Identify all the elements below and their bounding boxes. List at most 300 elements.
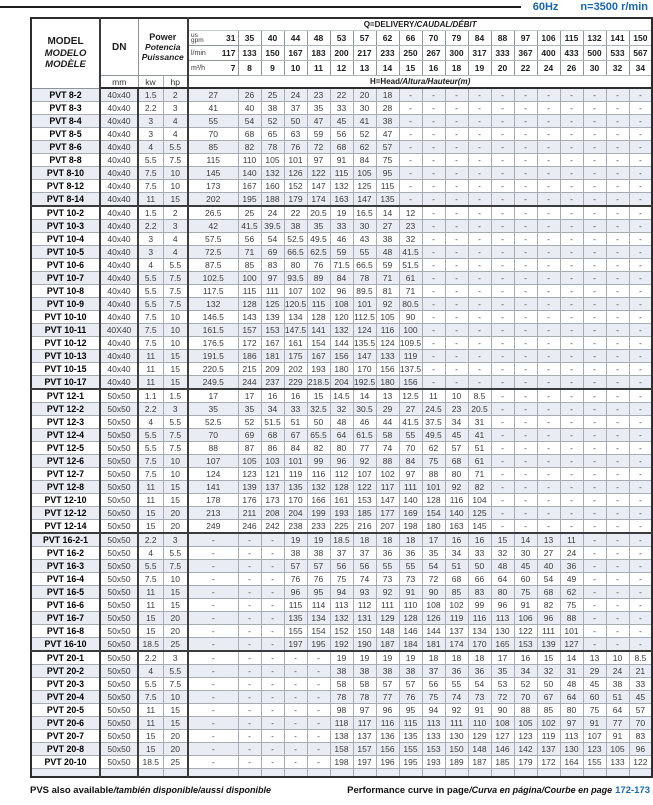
head-value-cell: 135	[376, 193, 399, 207]
head-value-cell: 174	[307, 193, 330, 207]
head-value-cell	[537, 769, 560, 778]
delivery-header: Q=DELIVERY/CAUDAL/DÉBIT	[188, 18, 652, 31]
head-value-cell: -	[629, 625, 652, 638]
head-value-cell: 34	[445, 416, 468, 429]
head-value-cell: -	[606, 442, 629, 455]
model-cell: PVT 12-1	[31, 389, 100, 403]
dn-cell: 40x40	[100, 141, 138, 154]
head-value-cell: -	[583, 88, 606, 102]
model-cell: PVT 8-2	[31, 88, 100, 102]
dn-cell: 50x50	[100, 494, 138, 507]
head-value-cell: -	[445, 285, 468, 298]
head-value-cell: -	[284, 730, 307, 743]
table-row	[31, 560, 652, 573]
head-value-cell: 50	[468, 560, 491, 573]
head-value-cell: 52.5	[188, 416, 238, 429]
hp-cell: 10	[163, 324, 188, 337]
head-value-cell: -	[629, 638, 652, 652]
head-value-cell: 85	[445, 586, 468, 599]
kw-cell: 11	[138, 494, 163, 507]
head-value-cell: -	[445, 259, 468, 272]
head-value-cell: 102	[445, 599, 468, 612]
head-value-cell: 181	[422, 638, 445, 652]
head-value-cell: -	[560, 416, 583, 429]
head-value-cell: -	[468, 141, 491, 154]
dn-cell: 50x50	[100, 743, 138, 756]
dn-cell: 50x50	[100, 756, 138, 769]
head-value-cell: 38	[284, 547, 307, 560]
head-value-cell: 237	[261, 376, 284, 390]
head-value-cell: -	[422, 350, 445, 363]
head-value-cell: 58	[353, 678, 376, 691]
flow-value: 31	[226, 33, 236, 43]
head-value-cell: 55	[188, 115, 238, 128]
head-value-cell: 80	[560, 704, 583, 717]
head-value-cell: 160	[261, 180, 284, 193]
head-value-cell: 215	[238, 363, 261, 376]
head-value-cell: 85	[537, 704, 560, 717]
head-value-cell: -	[560, 337, 583, 350]
head-value-cell: 107	[583, 730, 606, 743]
head-value-cell: 137.5	[399, 364, 422, 374]
page-reference-link[interactable]: 172-173	[615, 785, 650, 796]
head-value-cell: 225	[330, 520, 353, 534]
head-value-cell: -	[537, 455, 560, 468]
head-value-cell: 16.5	[353, 206, 376, 220]
head-value-cell: 75	[376, 154, 399, 167]
head-value-cell: 111	[261, 285, 284, 298]
head-value-cell: 51.5	[261, 416, 284, 429]
hp-cell: 10	[163, 180, 188, 193]
head-value-cell: 64	[606, 704, 629, 717]
head-value-cell: -	[537, 193, 560, 207]
head-value-cell: 119	[537, 730, 560, 743]
head-value-cell: -	[606, 337, 629, 350]
head-value-cell: 115	[238, 285, 261, 298]
dn-cell: 50x50	[100, 416, 138, 429]
head-value-cell: 80	[330, 442, 353, 455]
head-value-cell: -	[560, 115, 583, 128]
head-value-cell: -	[537, 298, 560, 311]
table-row	[31, 272, 652, 285]
dn-cell	[100, 769, 138, 778]
head-value-cell: 187	[376, 638, 399, 652]
head-value-cell: -	[606, 102, 629, 115]
head-value-cell: 45	[330, 115, 353, 128]
dn-cell: 50x50	[100, 468, 138, 481]
head-value-cell: 18	[445, 651, 468, 665]
head-value-cell: -	[606, 167, 629, 180]
head-value-cell: -	[560, 206, 583, 220]
head-value-cell: 154	[307, 337, 330, 350]
head-value-cell: -	[284, 743, 307, 756]
head-value-cell: 143	[238, 311, 261, 324]
head-value-cell: 156	[376, 363, 399, 376]
head-value-cell: 196	[376, 756, 399, 769]
kw-cell: 2.2	[138, 220, 163, 233]
dn-cell: 40x40	[100, 376, 138, 390]
head-value-cell: 51	[468, 442, 491, 455]
hp-cell: 4	[163, 115, 188, 128]
head-value-cell: 14	[376, 206, 399, 220]
table-row	[31, 167, 652, 180]
flow-value: 433	[560, 46, 583, 61]
head-value-cell: -	[560, 193, 583, 207]
head-value-cell: -	[606, 363, 629, 376]
head-value-cell: 180	[422, 520, 445, 534]
head-value-cell: 132	[330, 612, 353, 625]
table-row	[31, 220, 652, 233]
table-row	[31, 717, 652, 730]
head-value-cell: -	[399, 180, 422, 193]
head-value-cell: 15	[491, 533, 514, 547]
hp-cell: 10	[163, 455, 188, 468]
head-value-cell: 150	[353, 625, 376, 638]
head-value-cell: 37	[330, 547, 353, 560]
head-value-cell: 152	[284, 180, 307, 193]
hp-header: hp	[163, 76, 188, 89]
head-value-cell	[560, 769, 583, 778]
head-value-cell: 34	[261, 403, 284, 416]
head-value-cell: -	[629, 363, 652, 376]
head-value-cell: 115	[330, 167, 353, 180]
head-value-cell: 107	[188, 455, 238, 468]
flow-value: 333	[491, 46, 514, 61]
head-value-cell: 161	[330, 494, 353, 507]
head-value-cell: 244	[238, 376, 261, 390]
hp-cell: 20	[163, 743, 188, 756]
head-value-cell: -	[238, 691, 261, 704]
kw-cell: 1.1	[138, 389, 163, 403]
hp-cell: 10	[163, 468, 188, 481]
head-value-cell: 52	[261, 115, 284, 128]
hp-cell: 4	[163, 128, 188, 141]
head-value-cell: -	[583, 167, 606, 180]
head-value-cell: 233	[307, 520, 330, 534]
head-value-cell: 73	[399, 573, 422, 586]
head-value-cell: -	[445, 141, 468, 154]
head-value-cell: -	[445, 102, 468, 115]
head-value-cell: 117.5	[188, 285, 238, 298]
hp-cell: 3	[163, 403, 188, 416]
head-value-cell: 144	[422, 625, 445, 638]
head-value-cell: -	[284, 678, 307, 691]
head-value-cell: -	[188, 651, 238, 665]
head-value-cell: 19	[330, 206, 353, 220]
head-value-cell: 46	[330, 233, 353, 246]
head-value-cell: -	[560, 481, 583, 494]
head-value-cell: 60	[514, 573, 537, 586]
head-value-cell: 17	[188, 389, 238, 403]
head-value-cell: 71	[468, 468, 491, 481]
head-value-cell: -	[468, 115, 491, 128]
model-cell: PVT 12-4	[31, 429, 100, 442]
head-value-cell: -	[491, 389, 514, 403]
head-value-cell: -	[307, 743, 330, 756]
flow-value: 12	[330, 61, 353, 76]
head-value-cell: -	[560, 324, 583, 337]
model-cell: PVT 20-10	[31, 756, 100, 769]
head-value-cell: -	[560, 141, 583, 154]
head-value-cell: -	[514, 167, 537, 180]
head-value-cell: 78	[353, 272, 376, 285]
table-row	[31, 533, 652, 547]
dn-column-header: DN	[100, 18, 138, 76]
head-value-cell: -	[606, 141, 629, 154]
head-value-cell: -	[606, 560, 629, 573]
head-value-cell: 68	[330, 141, 353, 154]
model-cell: PVT 10-5	[31, 246, 100, 259]
head-value-cell: 114	[307, 599, 330, 612]
head-value-cell: -	[491, 429, 514, 442]
head-value-cell: 167	[307, 350, 330, 363]
head-value-cell: -	[491, 206, 514, 220]
head-value-cell: 80.5	[399, 298, 422, 311]
head-value-cell: -	[560, 246, 583, 259]
head-value-cell: 125	[261, 298, 284, 311]
hp-cell: 20	[163, 625, 188, 638]
head-value-cell: 41	[468, 429, 491, 442]
head-value-cell: 18	[468, 651, 491, 665]
head-value-cell: 46	[353, 416, 376, 429]
table-row	[31, 573, 652, 586]
head-value-cell: 134	[468, 625, 491, 638]
head-value-cell: -	[537, 246, 560, 259]
head-value-cell: 100	[399, 324, 422, 337]
head-value-cell: -	[422, 363, 445, 376]
head-value-cell: 15	[537, 651, 560, 665]
head-value-cell: 76	[399, 691, 422, 704]
head-value-cell: -	[399, 128, 422, 141]
head-value-cell: -	[606, 481, 629, 494]
head-value-cell: 73	[376, 573, 399, 586]
head-value-cell: 125	[468, 507, 491, 520]
head-value-cell: -	[560, 376, 583, 390]
head-value-cell: -	[261, 678, 284, 691]
head-value-cell: -	[537, 272, 560, 285]
head-value-cell: 128	[422, 494, 445, 507]
head-value-cell: 64	[330, 429, 353, 442]
head-value-cell: 91	[468, 704, 491, 717]
head-value-cell: 48	[491, 560, 514, 573]
head-value-cell: -	[560, 363, 583, 376]
head-value-cell: 52	[514, 678, 537, 691]
head-value-cell: -	[422, 337, 445, 350]
head-value-cell: 28	[376, 102, 399, 115]
head-value-cell: -	[514, 154, 537, 167]
dn-cell: 40x40	[100, 363, 138, 376]
kw-cell: 11	[138, 717, 163, 730]
table-row	[31, 180, 652, 193]
head-value-cell: 66.5	[353, 259, 376, 272]
head-value-cell: 216	[353, 520, 376, 534]
head-value-cell: -	[238, 573, 261, 586]
head-value-cell: 88	[560, 612, 583, 625]
head-value-cell: 83	[468, 586, 491, 599]
head-value-cell: 19	[284, 533, 307, 547]
head-value-cell: -	[491, 298, 514, 311]
head-value-cell: -	[629, 429, 652, 442]
flow-value: 20	[491, 61, 514, 76]
head-value-cell: -	[238, 704, 261, 717]
head-value-cell: -	[560, 285, 583, 298]
head-value-cell: 103	[261, 455, 284, 468]
head-value-cell	[261, 769, 284, 778]
kw-cell: 15	[138, 612, 163, 625]
head-value-cell: 102.5	[188, 272, 238, 285]
head-value-cell: -	[560, 272, 583, 285]
model-cell: PVT 10-4	[31, 233, 100, 246]
head-value-cell: -	[261, 573, 284, 586]
head-value-cell: -	[537, 494, 560, 507]
head-value-cell: 78	[261, 141, 284, 154]
head-value-cell: 34	[514, 665, 537, 678]
head-value-cell: 161	[284, 337, 307, 350]
speed-label: n=3500 r/min	[580, 1, 648, 13]
head-value-cell: 45	[445, 429, 468, 442]
head-value-cell: 30	[514, 547, 537, 560]
head-value-cell: 186	[238, 350, 261, 363]
head-value-cell: 45	[583, 678, 606, 691]
head-value-cell: 125	[353, 180, 376, 193]
model-cell: PVT 12-3	[31, 416, 100, 429]
kw-cell: 2.2	[138, 403, 163, 416]
hp-cell: 15	[163, 363, 188, 376]
head-value-cell: 101	[422, 481, 445, 494]
head-value-cell: 133	[606, 756, 629, 769]
head-value-cell: -	[468, 102, 491, 115]
head-value-cell: 49	[560, 573, 583, 586]
head-value-cell: -	[514, 363, 537, 376]
head-value-cell	[188, 769, 238, 778]
head-value-cell: -	[445, 88, 468, 102]
head-value-cell: 18	[353, 533, 376, 547]
head-value-cell: 129	[468, 730, 491, 743]
model-cell: PVT 20-7	[31, 730, 100, 743]
model-cell: PVT 12-12	[31, 507, 100, 520]
kw-cell: 11	[138, 481, 163, 494]
head-value-cell: -	[468, 88, 491, 102]
head-value-cell: -	[537, 154, 560, 167]
dn-cell: 50x50	[100, 455, 138, 468]
head-value-cell: 51	[606, 691, 629, 704]
dn-cell: 50x50	[100, 691, 138, 704]
head-value-cell: 209	[261, 363, 284, 376]
head-value-cell: -	[537, 115, 560, 128]
dn-cell: 50x50	[100, 612, 138, 625]
table-row	[31, 704, 652, 717]
head-value-cell: 137	[261, 481, 284, 494]
model-cell: PVT 8-3	[31, 102, 100, 115]
head-value-cell: 41	[353, 115, 376, 128]
head-value-cell: -	[261, 599, 284, 612]
head-value-cell: -	[261, 651, 284, 665]
head-value-cell: 72	[491, 691, 514, 704]
head-value-cell: 57	[307, 560, 330, 573]
head-value-cell: 146	[491, 743, 514, 756]
head-value-cell: 32.5	[307, 403, 330, 416]
kw-cell: 11	[138, 704, 163, 717]
model-cell: PVT 16-7	[31, 612, 100, 625]
flow-value: 567	[629, 46, 652, 61]
head-value-cell: -	[491, 180, 514, 193]
head-value-cell: -	[491, 193, 514, 207]
head-value-cell: -	[514, 193, 537, 207]
head-value-cell: 25	[261, 88, 284, 102]
head-value-cell: -	[445, 180, 468, 193]
head-value-cell: -	[468, 298, 491, 311]
head-value-cell: 146.5	[188, 311, 238, 324]
head-value-cell: 17	[491, 651, 514, 665]
head-value-cell: -	[537, 403, 560, 416]
head-value-cell: -	[261, 533, 284, 547]
hp-cell: 7.5	[163, 154, 188, 167]
head-value-cell: 20	[353, 88, 376, 102]
head-value-cell: -	[537, 102, 560, 115]
head-value-cell: -	[583, 154, 606, 167]
head-value-cell: 83	[629, 730, 652, 743]
head-value-cell: 112	[353, 599, 376, 612]
head-value-cell: -	[537, 285, 560, 298]
table-row	[31, 455, 652, 468]
hp-cell: 15	[163, 599, 188, 612]
head-value-cell: 59	[307, 128, 330, 141]
head-value-cell: 51.5	[399, 259, 422, 272]
head-value-cell: -	[629, 298, 652, 311]
model-header-es: MODELO	[44, 48, 87, 60]
model-cell: PVT 20-2	[31, 665, 100, 678]
head-value-cell: 56	[330, 128, 353, 141]
head-value-cell: -	[422, 206, 445, 220]
head-value-cell: 169	[399, 507, 422, 520]
hp-cell: 5.5	[163, 665, 188, 678]
dn-cell: 40x40	[100, 337, 138, 350]
head-value-cell: -	[583, 337, 606, 350]
flow-value: 84	[468, 31, 491, 46]
head-value-cell: -	[560, 468, 583, 481]
head-value-cell: 76	[284, 573, 307, 586]
head-value-cell: 38	[330, 665, 353, 678]
hp-cell: 10	[163, 691, 188, 704]
head-value-cell: 97	[261, 272, 284, 285]
table-row	[31, 285, 652, 298]
head-value-cell: -	[422, 285, 445, 298]
head-value-cell: 178	[188, 494, 238, 507]
head-value-cell: -	[188, 625, 238, 638]
head-value-cell: -	[238, 743, 261, 756]
head-value-cell: 67	[284, 429, 307, 442]
head-value-cell: -	[606, 154, 629, 167]
table-row	[31, 337, 652, 350]
head-value-cell: 105	[353, 167, 376, 180]
head-value-cell: -	[583, 259, 606, 272]
head-value-cell: -	[445, 272, 468, 285]
head-value-cell: -	[514, 128, 537, 141]
head-value-cell: 88	[422, 468, 445, 481]
kw-cell: 15	[138, 520, 163, 534]
head-value-cell: -	[583, 180, 606, 193]
head-value-cell: -	[629, 233, 652, 246]
top-bar	[0, 0, 653, 15]
head-value-cell: -	[537, 429, 560, 442]
kw-cell: 7.5	[138, 455, 163, 468]
head-value-cell: -	[422, 128, 445, 141]
head-value-cell: 14	[560, 651, 583, 665]
head-value-cell: 148	[468, 743, 491, 756]
hp-cell: 20	[163, 730, 188, 743]
head-value-cell: -	[491, 311, 514, 324]
head-value-cell: -	[537, 167, 560, 180]
